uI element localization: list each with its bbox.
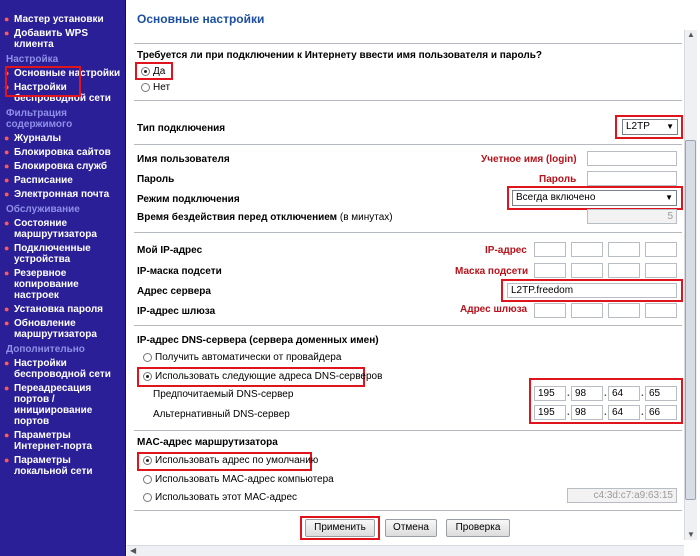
- password-input[interactable]: [587, 171, 677, 186]
- password-label: Пароль: [137, 174, 175, 185]
- gateway-octet-input[interactable]: [571, 303, 603, 318]
- divider: [134, 43, 682, 44]
- idle-timeout-input[interactable]: 5: [587, 209, 677, 224]
- sidebar-item[interactable]: [0, 302, 125, 316]
- connection-mode-select[interactable]: [512, 190, 677, 206]
- bullet-icon: ●: [4, 161, 10, 171]
- ip-octet-input[interactable]: [608, 242, 640, 257]
- sidebar-item[interactable]: [0, 266, 125, 302]
- divider: [134, 232, 682, 233]
- sidebar-item-label: Добавить WPS клиента: [14, 28, 88, 50]
- login-yes-radio[interactable]: [141, 67, 150, 76]
- bullet-icon: ●: [4, 133, 10, 143]
- connection-mode-value: Всегда включено: [516, 192, 596, 203]
- connection-type-select[interactable]: [622, 119, 678, 135]
- sidebar-item-label: Установка пароля: [14, 304, 104, 315]
- dns-secondary-octet-input[interactable]: 66: [645, 405, 677, 420]
- dot-separator: .: [567, 388, 570, 399]
- sidebar-item-label: Расписание: [14, 175, 73, 186]
- divider: [134, 100, 682, 101]
- dns-secondary-octet-input[interactable]: 98: [571, 405, 603, 420]
- sidebar-item-label: Электронная почта: [14, 189, 110, 200]
- sidebar-item[interactable]: [0, 216, 125, 241]
- subnet-octet-input[interactable]: [608, 263, 640, 278]
- sidebar-item-label: Параметры Интернет-порта: [14, 430, 93, 452]
- sidebar-item-label: Журналы: [14, 133, 62, 144]
- mac-computer-radio[interactable]: [143, 475, 152, 484]
- subnet-octet-input[interactable]: [571, 263, 603, 278]
- mac-custom-radio[interactable]: [143, 493, 152, 502]
- bullet-icon: ●: [4, 28, 10, 38]
- ip-octet-input[interactable]: [534, 242, 566, 257]
- bullet-icon: ●: [4, 218, 10, 228]
- idle-timeout-unit: (в минутах): [339, 212, 393, 223]
- mac-computer-label: Использовать МАС-адрес компьютера: [155, 474, 334, 485]
- bullet-icon: ●: [4, 189, 10, 199]
- gateway-octet-input[interactable]: [608, 303, 640, 318]
- dot-separator: .: [641, 388, 644, 399]
- sidebar-section-heading: Фильтрация содержимого: [6, 108, 73, 130]
- bullet-icon: ●: [4, 268, 10, 278]
- sidebar-item-label: Настройки беспроводной сети: [14, 358, 111, 380]
- divider: [134, 430, 682, 431]
- idle-timeout-label: [137, 212, 393, 223]
- sidebar-item-label: Переадресация портов / инициирование портов: [14, 383, 93, 427]
- login-yes-label: Да: [153, 66, 166, 77]
- my-ip-label: Мой IP-адрес: [137, 245, 203, 256]
- bullet-icon: ●: [4, 243, 10, 253]
- sidebar-nav: [0, 0, 126, 556]
- bullet-icon: ●: [4, 147, 10, 157]
- sidebar-item-label: Обновление маршрутизатора: [14, 318, 97, 340]
- sidebar-item[interactable]: [0, 453, 125, 478]
- scroll-down-icon[interactable]: ▼: [687, 530, 695, 539]
- apply-button[interactable]: Применить: [305, 519, 375, 537]
- dns-primary-label: Предпочитаемый DNS-сервер: [153, 389, 294, 400]
- bullet-icon: ●: [4, 383, 10, 393]
- subnet-hint: Маска подсети: [455, 266, 529, 277]
- cancel-button[interactable]: Отмена: [385, 519, 437, 537]
- bullet-icon: ●: [4, 304, 10, 314]
- sidebar-section-heading: Настройка: [6, 54, 59, 65]
- sidebar-section-heading: Дополнительно: [6, 344, 85, 355]
- server-address-input[interactable]: L2TP.freedom: [507, 283, 677, 298]
- sidebar-section-heading: Обслуживание: [6, 204, 80, 215]
- divider: [134, 144, 682, 145]
- dns-primary-octet-input[interactable]: 65: [645, 386, 677, 401]
- my-ip-hint: IP-адрес: [485, 245, 527, 256]
- dns-manual-radio[interactable]: [143, 372, 152, 381]
- sidebar-item-label: Параметры локальной сети: [14, 455, 93, 477]
- connection-type-value: L2TP: [626, 121, 650, 132]
- dns-primary-octet-input[interactable]: 98: [571, 386, 603, 401]
- main-panel: [127, 0, 700, 556]
- gateway-label: IP-адрес шлюза: [137, 306, 216, 317]
- test-button[interactable]: Проверка: [446, 519, 510, 537]
- username-input[interactable]: [587, 151, 677, 166]
- sidebar-item-label: Резервное копирование настроек: [14, 268, 79, 301]
- vertical-scrollbar-thumb[interactable]: [685, 140, 696, 500]
- page-title: Основные настройки: [137, 12, 265, 26]
- sidebar-item[interactable]: [0, 131, 125, 145]
- dns-auto-radio[interactable]: [143, 353, 152, 362]
- bullet-icon: ●: [4, 455, 10, 465]
- dns-auto-label: Получить автоматически от провайдера: [155, 352, 342, 363]
- sidebar-item-label: Основные настройки: [14, 68, 121, 79]
- sidebar-item[interactable]: [0, 145, 125, 159]
- mac-section-label: MAC-адрес маршрутизатора: [137, 437, 278, 448]
- bullet-icon: ●: [4, 358, 10, 368]
- sidebar-item[interactable]: [0, 356, 125, 381]
- username-label: Имя пользователя: [137, 154, 230, 165]
- sidebar-item[interactable]: [0, 26, 125, 51]
- ip-octet-input[interactable]: [571, 242, 603, 257]
- sidebar-item-label: Состояние маршрутизатора: [14, 218, 97, 240]
- server-address-label: Адрес сервера: [137, 286, 211, 297]
- sidebar-item[interactable]: [0, 428, 125, 453]
- sidebar-item[interactable]: [0, 159, 125, 173]
- chevron-down-icon: ▼: [665, 193, 673, 202]
- sidebar-item[interactable]: [0, 381, 125, 428]
- dot-separator: .: [567, 407, 570, 418]
- gateway-hint: Адрес шлюза: [460, 304, 528, 315]
- bullet-icon: ●: [4, 82, 10, 92]
- sidebar-item-label: Настройки беспроводной сети: [14, 82, 111, 104]
- bullet-icon: ●: [4, 430, 10, 440]
- horizontal-scrollbar[interactable]: [127, 545, 684, 556]
- scroll-up-icon[interactable]: ▲: [687, 30, 695, 39]
- login-no-label: Нет: [153, 82, 171, 93]
- mac-custom-label: Использовать этот МАС-адрес: [155, 492, 298, 503]
- sidebar-item[interactable]: [0, 316, 125, 341]
- dot-separator: .: [604, 407, 607, 418]
- dns-secondary-octet-input[interactable]: 195: [534, 405, 566, 420]
- sidebar-item[interactable]: [0, 173, 125, 187]
- sidebar-item[interactable]: [0, 12, 125, 26]
- connection-type-label: Тип подключения: [137, 123, 226, 134]
- idle-timeout-text: Время бездействия перед отключением: [137, 212, 338, 223]
- dns-secondary-octet-input[interactable]: 64: [608, 405, 640, 420]
- login-question: Требуется ли при подключении к Интернету ввести имя пользователя и пароль?: [137, 50, 542, 61]
- dns-primary-octet-input[interactable]: 64: [608, 386, 640, 401]
- bullet-icon: ●: [4, 175, 10, 185]
- mac-address-input[interactable]: c4:3d:c7:a9:63:15: [567, 488, 677, 503]
- mac-default-radio[interactable]: [143, 456, 152, 465]
- subnet-octet-input[interactable]: [534, 263, 566, 278]
- dns-secondary-label: Альтернативный DNS-сервер: [153, 409, 290, 420]
- mac-default-label: Использовать адрес по умолчанию: [155, 455, 319, 466]
- sidebar-item[interactable]: [0, 241, 125, 266]
- dns-section-label: IP-адрес DNS-сервера (сервера доменных имен): [137, 335, 379, 346]
- bullet-icon: ●: [4, 14, 10, 24]
- sidebar-item-label: Подключенные устройства: [14, 243, 91, 265]
- subnet-octet-input[interactable]: [645, 263, 677, 278]
- divider: [134, 510, 682, 511]
- dns-manual-label: Использовать следующие адреса DNS-серверов: [155, 371, 383, 382]
- gateway-octet-input[interactable]: [534, 303, 566, 318]
- scroll-left-icon[interactable]: ◀: [130, 546, 137, 555]
- password-hint: Пароль: [539, 174, 577, 185]
- sidebar-selected-highlight: [5, 66, 81, 97]
- login-no-radio[interactable]: [141, 83, 150, 92]
- dns-primary-octet-input[interactable]: 195: [534, 386, 566, 401]
- connection-mode-label: Режим подключения: [137, 194, 240, 205]
- sidebar-item-label: Мастер установки: [14, 14, 104, 25]
- gateway-octet-input[interactable]: [645, 303, 677, 318]
- sidebar-item-label: Блокировка сайтов: [14, 147, 111, 158]
- divider: [134, 325, 682, 326]
- username-hint: Учетное имя (login): [481, 154, 577, 165]
- bullet-icon: ●: [4, 318, 10, 328]
- chevron-down-icon: ▼: [666, 122, 674, 131]
- dot-separator: .: [604, 388, 607, 399]
- bullet-icon: ●: [4, 68, 10, 78]
- dot-separator: .: [641, 407, 644, 418]
- subnet-label: IP-маска подсети: [137, 266, 222, 277]
- ip-octet-input[interactable]: [645, 242, 677, 257]
- sidebar-item[interactable]: [0, 187, 125, 201]
- sidebar-item-label: Блокировка служб: [14, 161, 108, 172]
